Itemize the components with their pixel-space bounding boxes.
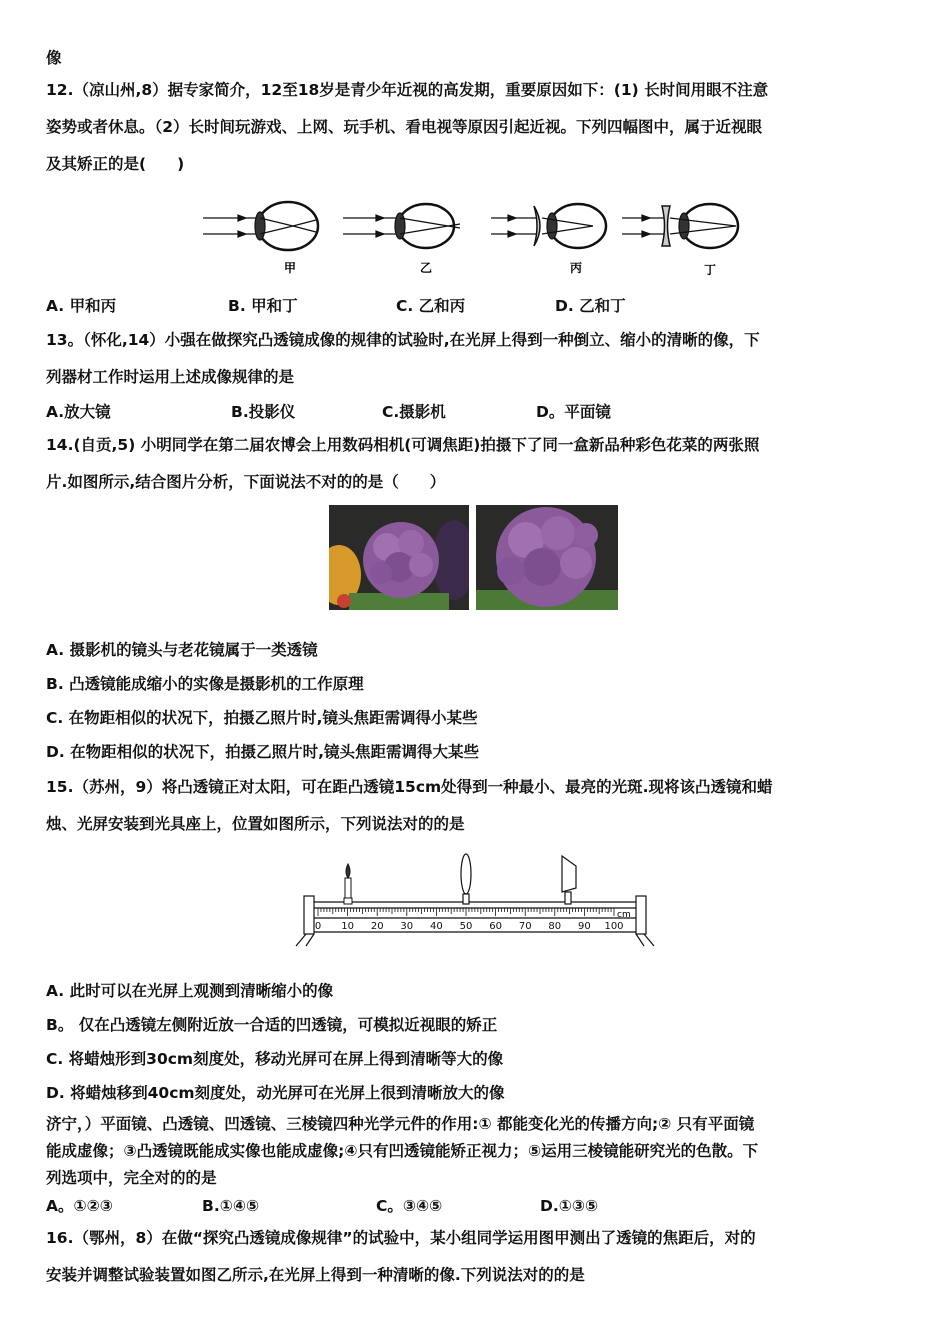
- question-16-text: 安装并调整试验装置如图乙所示,在光屏上得到一种清晰的像.下列说法对的的是: [46, 1266, 585, 1284]
- jn-option-b: B.①④⑤: [202, 1197, 260, 1215]
- eye-label-bing: 丙: [570, 261, 583, 275]
- question-15-text: 烛、光屏安装到光具座上，位置如图所示，下列说法对的的是: [46, 815, 465, 833]
- q15-option-a: A. 此时可以在光屏上观测到清晰缩小的像: [46, 982, 334, 1000]
- eye-label-ding: 丁: [704, 263, 717, 277]
- q12-option-a: A. 甲和丙: [46, 297, 117, 315]
- q13-option-d: D。平面镜: [536, 403, 611, 421]
- bench-unit-label: cm: [617, 910, 631, 920]
- candle: [344, 864, 352, 904]
- question-13-text: 列器材工作时运用上述成像规律的是: [46, 368, 295, 386]
- ruler-tick-label: 10: [341, 921, 354, 932]
- ruler-tick-label: 60: [489, 921, 502, 932]
- eye-label-jia: 甲: [284, 261, 297, 275]
- q15-option-c: C. 将蜡烛形到30cm刻度处，移动光屏可在屏上得到清晰等大的像: [46, 1050, 504, 1068]
- ruler-tick-label: 100: [604, 921, 624, 932]
- q14-option-c: C. 在物距相似的状况下，拍摄乙照片时,镜头焦距需调得小某些: [46, 709, 478, 727]
- ruler-tick-label: 40: [430, 921, 443, 932]
- eye-diagram-ding: [622, 204, 738, 248]
- eye-diagrams-figure: [198, 196, 748, 286]
- eye-label-yi: 乙: [420, 261, 433, 275]
- question-14-text: 14.(自贡,5) 小明同学在第二届农博会上用数码相机(可调焦距)拍摄下了同一盒新品种彩色花菜的两张照: [46, 436, 760, 454]
- q13-option-a: A.放大镜: [46, 403, 111, 421]
- jn-option-c: C。③④⑤: [376, 1197, 443, 1215]
- ruler-tick-label: 80: [548, 921, 562, 932]
- question-13-text: 13。（怀化,14）小强在做探究凸透镜成像的规律的试验时,在光屏上得到一种倒立、缩小的清晰的像，下: [46, 331, 760, 349]
- eye-diagram-yi: [343, 204, 460, 248]
- ruler-tick-label: 0: [314, 921, 322, 932]
- ruler-tick-label: 70: [518, 921, 532, 932]
- q13-option-b: B.投影仪: [231, 403, 296, 421]
- q14-option-a: A. 摄影机的镜头与老花镜属于一类透镜: [46, 641, 318, 659]
- jining-question-text: 济宁，）平面镜、凸透镜、凹透镜、三棱镜四种光学元件的作用:① 都能变化光的传播方向;② 只有平面镜: [46, 1115, 755, 1133]
- jining-question-text: 列选项中，完全对的的是: [46, 1169, 217, 1187]
- question-15-text: 15.（苏州，9）将凸透镜正对太阳，可在距凸透镜15cm处得到一种最小、最亮的光斑.现将该凸透镜和蜡: [46, 778, 773, 796]
- question-16-text: 16.（鄂州，8）在做“探究凸透镜成像规律”的试验中，某小组同学运用图甲测出了透镜的焦距后，对的: [46, 1229, 756, 1247]
- q12-option-d: D. 乙和丁: [555, 297, 626, 315]
- question-12-text: 姿势或者休息。（2）长时间玩游戏、上网、玩手机、看电视等原因引起近视。下列四幅图中，属于近视眼: [46, 118, 763, 136]
- eye-diagram-bing: [491, 204, 606, 248]
- eye-diagram-jia: [203, 202, 318, 250]
- ruler-tick-label: 20: [370, 921, 384, 932]
- ruler-tick-label: 90: [578, 921, 591, 932]
- convex-lens: [461, 854, 471, 904]
- q13-option-c: C.摄影机: [382, 403, 446, 421]
- optical-bench-figure: [292, 852, 658, 952]
- ruler-ticks: [318, 908, 614, 916]
- ruler-tick-label: 50: [459, 921, 473, 932]
- q15-option-d: D. 将蜡烛移到40cm刻度处，动光屏可在光屏上很到清晰放大的像: [46, 1084, 505, 1102]
- ruler-tick-label: 30: [400, 921, 414, 932]
- question-12-text: 12.（凉山州,8）据专家简介，12至18岁是青少年近视的高发期，重要原因如下：(1) 长时间用眼不注意: [46, 81, 769, 99]
- jn-option-d: D.①③⑤: [540, 1197, 599, 1215]
- jn-option-a: A。①②③: [46, 1197, 113, 1215]
- light-screen: [562, 856, 576, 904]
- q12-option-c: C. 乙和丙: [396, 297, 466, 315]
- cauliflower-photo-jia: [329, 505, 469, 610]
- q12-option-b: B. 甲和丁: [228, 297, 298, 315]
- question-14-text: 片.如图所示,结合图片分析，下面说法不对的的是（ ）: [46, 473, 446, 491]
- q15-option-b: B。 仅在凸透镜左侧附近放一合适的凹透镜，可模拟近视眼的矫正: [46, 1016, 498, 1034]
- q14-option-b: B. 凸透镜能成缩小的实像是摄影机的工作原理: [46, 675, 364, 693]
- question-12-text: 及其矫正的是( ): [46, 155, 185, 173]
- jining-question-text: 能成虚像；③凸透镜既能成实像也能成虚像;④只有凹透镜能矫正视力；⑤运用三棱镜能研究光的色散。下: [46, 1142, 759, 1160]
- cauliflower-photo-yi: [476, 505, 618, 610]
- text-line: 像: [46, 49, 62, 67]
- q14-option-d: D. 在物距相似的状况下，拍摄乙照片时,镜头焦距需调得大某些: [46, 743, 480, 761]
